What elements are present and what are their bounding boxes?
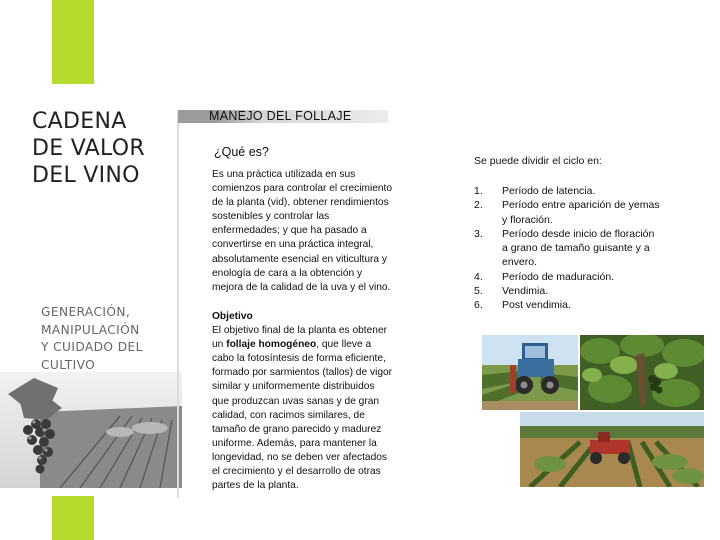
list-text: a grano de tamaño guisante y a <box>502 242 650 255</box>
accent-bar-top <box>52 0 94 84</box>
text-line: sostenibles y controlar las <box>212 211 330 223</box>
title-line: CADENA <box>32 109 127 134</box>
subtitle <box>41 304 176 374</box>
text-line: convertirse en una práctica integral, <box>212 239 374 251</box>
text-line: comienzos para controlar el crecimiento <box>212 183 393 195</box>
text-line: el crecimiento y el desarrollo de otras <box>212 466 381 478</box>
title-line: DEL VINO <box>32 163 140 188</box>
text-line: similar y uniformemente distribuidos <box>212 381 375 393</box>
list-text: Período desde inicio de floración <box>502 227 655 240</box>
definition-paragraph <box>212 168 434 295</box>
text-line: cabo la fotosíntesis de forma eficiente, <box>212 353 386 365</box>
list-text: y floración. <box>502 213 553 226</box>
text-line: partes de la planta. <box>212 480 299 492</box>
emphasis-text: follaje homogéneo <box>226 339 317 351</box>
subtitle-line: GENERACIÓN, <box>41 305 131 319</box>
text-fragment: un <box>212 339 224 351</box>
list-number: 4. <box>474 270 483 283</box>
list-item <box>474 270 704 284</box>
list-text: Período entre aparición de yemas <box>502 199 660 212</box>
text-fragment: , que lleve a <box>316 339 372 351</box>
list-text: Vendimia. <box>502 285 549 298</box>
list-item <box>474 198 704 227</box>
list-number: 1. <box>474 185 483 197</box>
vineyard-machinery-photo <box>520 412 704 487</box>
objective-paragraph <box>212 310 434 493</box>
tractor-vineyard-photo <box>482 335 578 410</box>
section-header: MANEJO DEL FOLLAJE <box>209 109 352 123</box>
cycle-intro: Se puede dividir el ciclo en: <box>474 155 602 167</box>
title-line: DE VALOR <box>32 136 146 161</box>
stage-list <box>474 184 704 313</box>
text-line: formado por sarmientos (tallos) de vigor <box>212 367 393 379</box>
text-line: que produzcan uvas sanas y de gran <box>212 395 380 407</box>
question-heading: ¿Qué es? <box>214 145 269 159</box>
text-line: longevidad, no se deben ver afectados <box>212 451 388 463</box>
list-item <box>474 298 704 312</box>
list-text: envero. <box>502 256 538 269</box>
subtitle-line: MANIPULACIÓN <box>41 322 140 337</box>
grape-vineyard-photo <box>0 372 182 488</box>
accent-bar-bottom <box>52 496 94 540</box>
subtitle-line: Y CUIDADO DEL <box>41 340 143 354</box>
list-number: 6. <box>474 299 483 312</box>
list-item <box>474 284 704 298</box>
list-text: Post vendimia. <box>502 299 571 312</box>
list-item <box>474 184 704 198</box>
list-number: 2. <box>474 199 483 212</box>
list-item <box>474 227 704 270</box>
list-number: 5. <box>474 285 483 298</box>
text-line: mejora de la calidad de la uva y el vino. <box>212 281 391 293</box>
text-line: Es una práctica utilizada en sus <box>212 169 356 180</box>
subtitle-line: CULTIVO <box>41 357 96 372</box>
text-line <box>212 338 434 352</box>
column-divider <box>177 112 179 498</box>
list-text: Período de latencia. <box>502 185 596 197</box>
text-line: calidad, con racimos similares, de <box>212 409 365 421</box>
main-title <box>32 108 182 189</box>
vine-foliage-photo <box>580 335 704 410</box>
text-line: tamaño de grano parecido y madurez <box>212 423 382 435</box>
list-number: 3. <box>474 227 483 240</box>
list-text: Período de maduración. <box>502 270 615 283</box>
text-line: enología de cara a la obtención y <box>212 267 363 279</box>
text-line: uniforme. Además, para mantener la <box>212 437 377 449</box>
text-line: El objetivo final de la planta es obtener <box>212 325 388 337</box>
text-line: enfermedades; y que ha pasado a <box>212 225 367 237</box>
text-line: absolutamente esencial en viticultura y <box>212 253 387 265</box>
text-line: de la planta (vid), obtener rendimientos <box>212 197 389 209</box>
objective-heading: Objetivo <box>212 311 253 322</box>
